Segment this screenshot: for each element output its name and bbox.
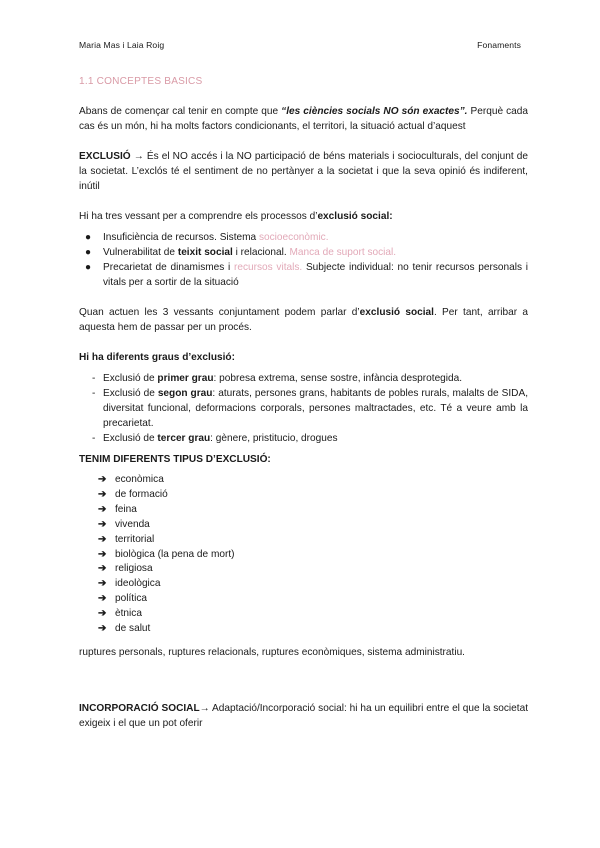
list-item: [79, 260, 528, 290]
item-bold: segon grau: [157, 388, 213, 399]
list-item: [79, 533, 528, 548]
item-pre: Exclusió de: [103, 373, 158, 384]
graus-heading: [79, 350, 528, 365]
incorporacio-term: INCORPORACIÓ SOCIAL: [79, 702, 200, 714]
page-header: [79, 40, 521, 54]
list-item: [79, 548, 528, 563]
list-item: [79, 503, 528, 518]
item-bold: primer grau: [157, 373, 214, 384]
item-highlight: recursos vitals.: [234, 262, 303, 273]
spacer: [79, 675, 528, 701]
arrow-icon: ➔: [98, 623, 107, 635]
item-text: de salut: [115, 623, 151, 635]
bullet-icon: ●: [85, 232, 92, 243]
intro-text-after: Perquè cada cas és un món, hi ha molts factors condicionants, el territori, la situació actual d’aquest: [79, 106, 529, 132]
list-item: [79, 562, 528, 577]
item-text: Insuficiència de recursos. Sistema: [103, 232, 259, 243]
graus-heading-text: Hi ha diferents graus d’exclusió:: [79, 352, 235, 363]
list-item: [79, 371, 528, 386]
item-text: política: [115, 593, 147, 605]
ruptures-paragraph: ruptures personals, ruptures relacionals, ruptures econòmiques, sistema administratiu.: [79, 646, 465, 658]
tipus-list: [79, 473, 528, 637]
item-post: : gènere, pristitucio, drogues: [210, 433, 338, 444]
incorporacio-arrow: →: [199, 702, 213, 714]
item-text: Precarietat de dinamismes i: [103, 262, 234, 273]
item-pre: Exclusió de: [103, 388, 158, 399]
item-text: ideològica: [115, 578, 161, 590]
item-text: territorial: [115, 533, 155, 545]
arrow-icon: ➔: [98, 608, 107, 620]
conjuntament-after: . Per tant, arribar a aquesta hem de passar per un procés.: [79, 307, 528, 333]
conjuntament-before: Quan actuen les 3 vessants conjuntament podem parlar d’: [79, 307, 360, 318]
arrow-icon: ➔: [98, 533, 107, 545]
dash-icon: -: [92, 433, 96, 444]
intro-quote: “les ciències socials NO són exactes”.: [281, 106, 468, 117]
item-text: Vulnerabilitat de: [103, 247, 178, 258]
graus-list: [79, 371, 528, 446]
item-text-2: i relacional.: [232, 247, 290, 258]
intro-paragraph: [79, 104, 528, 134]
list-item: [79, 577, 528, 592]
arrow-icon: ➔: [98, 578, 107, 590]
list-item: [79, 245, 528, 260]
list-item: [79, 488, 528, 503]
list-item: [79, 230, 528, 245]
item-post: : aturats, persones grans, habitants de pobles rurals, malalts de SIDA, diversitat funcional, deformacions corporals, persones maltractades, etc. Té a veure amb la precarietat.: [103, 388, 528, 429]
list-item: [79, 607, 528, 622]
item-text: religiosa: [115, 563, 153, 575]
conjuntament-bold: exclusió social: [359, 307, 434, 318]
dash-icon: -: [92, 388, 96, 399]
dash-icon: -: [92, 373, 96, 384]
header-authors: Maria Mas i Laia Roig: [79, 40, 165, 50]
list-item: [79, 386, 528, 431]
item-text: ètnica: [115, 608, 142, 620]
item-text: vivenda: [115, 518, 150, 530]
list-item: [79, 518, 528, 533]
tipus-heading-text: TENIM DIFERENTS TIPUS D’EXCLUSIÓ:: [79, 454, 271, 465]
item-pre: Exclusió de: [103, 433, 158, 444]
arrow-icon: ➔: [98, 548, 107, 560]
bullet-icon: ●: [85, 262, 92, 273]
section-title: 1.1 CONCEPTES BASICS: [79, 76, 203, 87]
exclusio-text: És el NO accés i la NO participació de béns materials i socioculturals, del conjunt de la societat. L’exclós té el sentiment de no pertànyer a la societat i que la seva opinió és indiferent, inútil: [79, 151, 529, 192]
exclusio-definition: [79, 149, 528, 194]
item-bold: teixit social: [177, 247, 233, 258]
item-bold: tercer grau: [157, 433, 211, 444]
bullet-icon: ●: [85, 247, 92, 258]
tipus-heading: [79, 452, 528, 467]
list-item: [79, 431, 528, 446]
intro-text-before: Abans de començar cal tenir en compte que: [79, 106, 282, 117]
item-text-3: Subjecte individual: no tenir recursos personals i vitals per a sortir de la situació: [103, 262, 528, 288]
arrow-icon: ➔: [98, 503, 107, 515]
list-item: [79, 473, 528, 488]
exclusio-arrow: →: [130, 151, 147, 162]
arrow-icon: ➔: [98, 518, 107, 530]
arrow-icon: ➔: [98, 563, 107, 575]
vessants-list: [79, 230, 528, 290]
list-item: [79, 592, 528, 607]
incorporacio-text: Adaptació/Incorporació social: hi ha un equilibri entre el que la societat exigeix i el que un pot oferir: [79, 702, 528, 729]
exclusio-term: EXCLUSIÓ: [79, 151, 131, 162]
item-text: feina: [115, 503, 137, 515]
item-highlight: Manca de suport social.: [289, 247, 397, 258]
arrow-icon: ➔: [98, 474, 107, 485]
conjuntament-paragraph: [79, 305, 528, 335]
arrow-icon: ➔: [98, 593, 107, 605]
vessants-bold: exclusió social:: [317, 211, 393, 222]
item-highlight: socioeconòmic.: [258, 232, 329, 243]
arrow-icon: ➔: [98, 488, 107, 500]
list-item: [79, 622, 528, 637]
item-text: econòmica: [115, 474, 164, 485]
vessants-intro: [79, 209, 528, 224]
vessants-text: Hi ha tres vessant per a comprendre els processos d’: [79, 211, 318, 222]
item-text: de formació: [115, 488, 168, 500]
item-text: biològica (la pena de mort): [115, 548, 235, 560]
item-post: : pobresa extrema, sense sostre, infància desprotegida.: [213, 373, 463, 384]
header-section: Fonaments: [477, 40, 521, 50]
document-body: [79, 74, 528, 746]
incorporacio-definition: [79, 701, 528, 731]
